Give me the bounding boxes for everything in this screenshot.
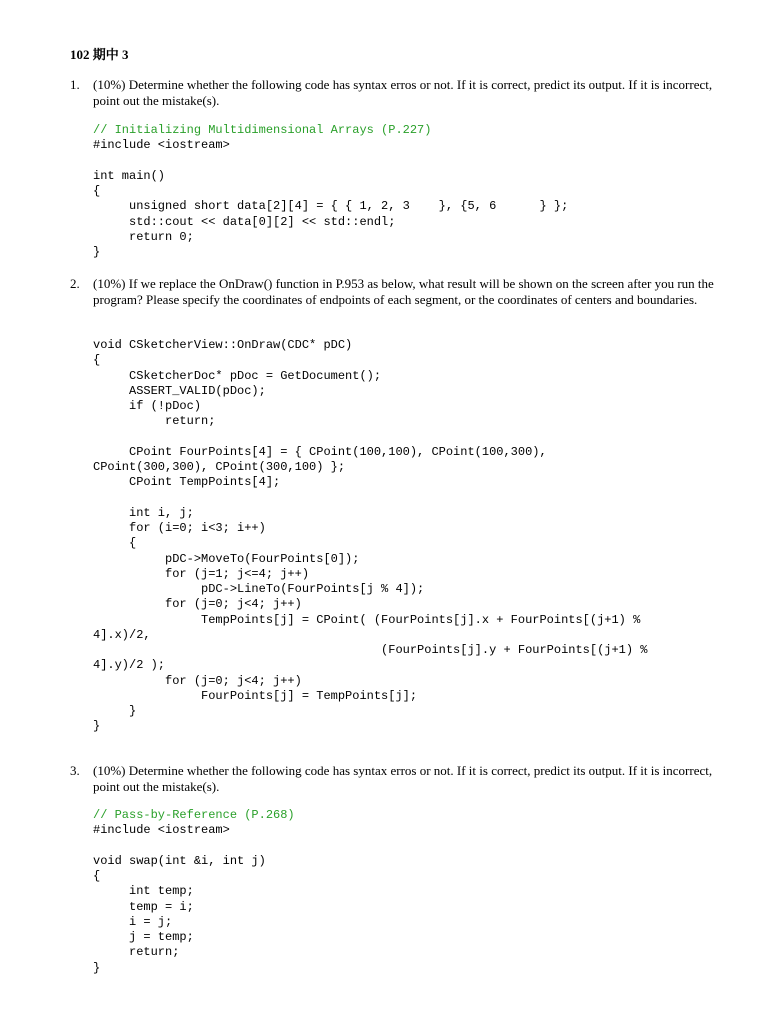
code-line: return 0; (93, 229, 194, 244)
code-line: TempPoints[j] = CPoint( (FourPoints[j].x + FourPoints[(j+1) % (93, 612, 641, 627)
code-line: temp = i; (93, 899, 194, 914)
code-line: for (j=0; j<4; j++) (93, 597, 302, 612)
code-line: unsigned short data[2][4] = { { 1, 2, 3 }, {5, 6 } }; (93, 199, 569, 214)
code-line: } (93, 719, 101, 734)
code-line: } (93, 704, 137, 718)
question-1-code (93, 123, 568, 260)
code-line: #include <iostream> (93, 138, 230, 153)
code-line: (FourPoints[j].y + FourPoints[(j+1) % (93, 643, 648, 657)
question-2-code (93, 338, 648, 735)
code-line: void CSketcherView::OnDraw(CDC* pDC) (93, 338, 353, 352)
page-title: 102 期中 3 (70, 47, 129, 62)
code-line: CSketcherDoc* pDoc = GetDocument(); (93, 368, 382, 383)
code-line: { (93, 184, 101, 198)
code-comment-line: // Initializing Multidimensional Arrays (P.227) (93, 123, 432, 137)
code-line: j = temp; (93, 930, 194, 944)
code-line: CPoint FourPoints[4] = { CPoint(100,100), CPoint(100,300), (93, 444, 547, 459)
code-line: } (93, 245, 101, 259)
code-line (93, 430, 648, 445)
code-line: CPoint TempPoints[4]; (93, 475, 281, 490)
code-line: pDC->MoveTo(FourPoints[0]); (93, 551, 360, 566)
code-line: for (j=0; j<4; j++) (93, 673, 302, 688)
code-line (93, 154, 568, 169)
code-line: FourPoints[j] = TempPoints[j]; (93, 688, 418, 703)
question-2-text: (10%) If we replace the OnDraw() function in P.953 as below, what result will be shown on the screen after you run the program? Please specify the coordinates of endpoints of each segment, or the coordinates of centers and boundaries. (93, 276, 714, 307)
code-line: int main() (93, 168, 166, 183)
question-1-number: 1. (70, 77, 80, 92)
code-line: std::cout << data[0][2] << std::endl; (93, 214, 396, 229)
code-line: #include <iostream> (93, 823, 230, 838)
code-line: for (j=1; j<=4; j++) (93, 566, 310, 581)
code-line: CPoint(300,300), CPoint(300,100) }; (93, 460, 346, 474)
code-line: if (!pDoc) (93, 399, 202, 413)
code-line: int i, j; (93, 505, 194, 520)
code-line: for (i=0; i<3; i++) (93, 521, 266, 535)
question-1-text: (10%) Determine whether the following code has syntax erros or not. If it is correct, predict its output. If it is incorrect, point out the mistake(s). (93, 77, 713, 108)
code-line (93, 839, 295, 854)
code-line: i = j; (93, 914, 173, 929)
code-line: return; (93, 414, 216, 429)
code-line: { (93, 353, 101, 368)
question-2-number: 2. (70, 276, 80, 291)
question-3-number: 3. (70, 763, 80, 778)
code-line: int temp; (93, 884, 194, 899)
code-line: } (93, 960, 101, 975)
code-line: return; (93, 945, 180, 960)
code-line (93, 491, 648, 506)
code-line: { (93, 536, 137, 551)
code-line: 4].x)/2, (93, 627, 151, 642)
question-3-text: (10%) Determine whether the following code has syntax erros or not. If it is correct, predict its output. If it is incorrect, point out the mistake(s). (93, 763, 713, 794)
code-line: { (93, 869, 101, 883)
code-line: 4].y)/2 ); (93, 658, 166, 673)
code-comment-line: // Pass-by-Reference (P.268) (93, 808, 295, 822)
code-line: ASSERT_VALID(pDoc); (93, 383, 266, 398)
question-3-code (93, 808, 295, 976)
code-line: pDC->LineTo(FourPoints[j % 4]); (93, 582, 425, 596)
code-line: void swap(int &i, int j) (93, 853, 266, 868)
